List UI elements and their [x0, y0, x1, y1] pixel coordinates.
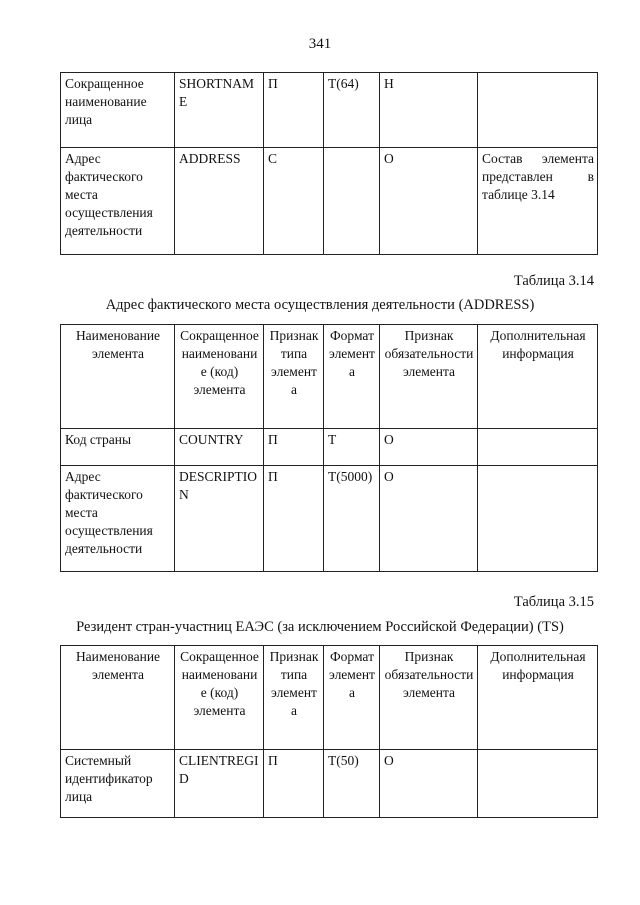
cell-type: П — [264, 466, 324, 572]
cell-info — [478, 73, 598, 148]
header-cell: Сокращенное наименование (код) элемента — [175, 325, 264, 429]
cell-required: О — [380, 466, 478, 572]
table-row — [61, 429, 598, 466]
cell-info — [478, 466, 598, 572]
continuation-table — [60, 72, 598, 255]
cell-required: О — [380, 750, 478, 818]
header-cell: Признак обязательности элемента — [380, 325, 478, 429]
cell-required: Н — [380, 73, 478, 148]
table-314-label: Таблица 3.14 — [513, 273, 594, 289]
cell-required: О — [380, 148, 478, 255]
cell-type: П — [264, 429, 324, 466]
cell-info — [478, 429, 598, 466]
cell-format: T — [324, 429, 380, 466]
cell-name: Код страны — [61, 429, 175, 466]
cell-type: П — [264, 73, 324, 148]
table-315-title: Резидент стран-участниц ЕАЭС (за исключением Российской Федерации) (TS) — [76, 619, 564, 635]
header-cell: Формат элемента — [324, 325, 380, 429]
cell-format — [324, 148, 380, 255]
table-row — [61, 750, 598, 818]
cell-type: П — [264, 750, 324, 818]
header-cell: Сокращенное наименование (код) элемента — [175, 646, 264, 750]
cell-info: Состав элемента представлен в таблице 3.14 — [478, 148, 598, 255]
cell-code: CLIENTREGID — [175, 750, 264, 818]
table-3-15 — [60, 645, 598, 818]
cell-format: T(50) — [324, 750, 380, 818]
cell-name: Адрес фактического места осуществления деятельности — [61, 148, 175, 255]
table-header-row — [61, 646, 598, 750]
cell-code: COUNTRY — [175, 429, 264, 466]
header-cell: Наименование элемента — [61, 325, 175, 429]
table-315-label: Таблица 3.15 — [513, 594, 594, 610]
header-cell: Признак обязательности элемента — [380, 646, 478, 750]
header-cell: Наименование элемента — [61, 646, 175, 750]
cell-required: О — [380, 429, 478, 466]
header-cell: Формат элемента — [324, 646, 380, 750]
cell-code: SHORTNAME — [175, 73, 264, 148]
cell-code: DESCRIPTION — [175, 466, 264, 572]
cell-format: T(5000) — [324, 466, 380, 572]
cell-format: T(64) — [324, 73, 380, 148]
table-3-14 — [60, 324, 598, 572]
cell-info — [478, 750, 598, 818]
table-row — [61, 466, 598, 572]
table-header-row — [61, 325, 598, 429]
header-cell: Дополнительная информация — [478, 646, 598, 750]
cell-type: С — [264, 148, 324, 255]
table-row — [61, 148, 598, 255]
header-cell: Дополнительная информация — [478, 325, 598, 429]
header-cell: Признак типа элемента — [264, 325, 324, 429]
cell-name: Системный идентификатор лица — [61, 750, 175, 818]
cell-name: Адрес фактического места осуществления деятельности — [61, 466, 175, 572]
cell-code: ADDRESS — [175, 148, 264, 255]
page-number: 341 — [308, 36, 332, 52]
header-cell: Признак типа элемента — [264, 646, 324, 750]
table-314-title: Адрес фактического места осуществления деятельности (ADDRESS) — [105, 297, 535, 313]
cell-name: Сокращенное наименование лица — [61, 73, 175, 148]
table-row — [61, 73, 598, 148]
